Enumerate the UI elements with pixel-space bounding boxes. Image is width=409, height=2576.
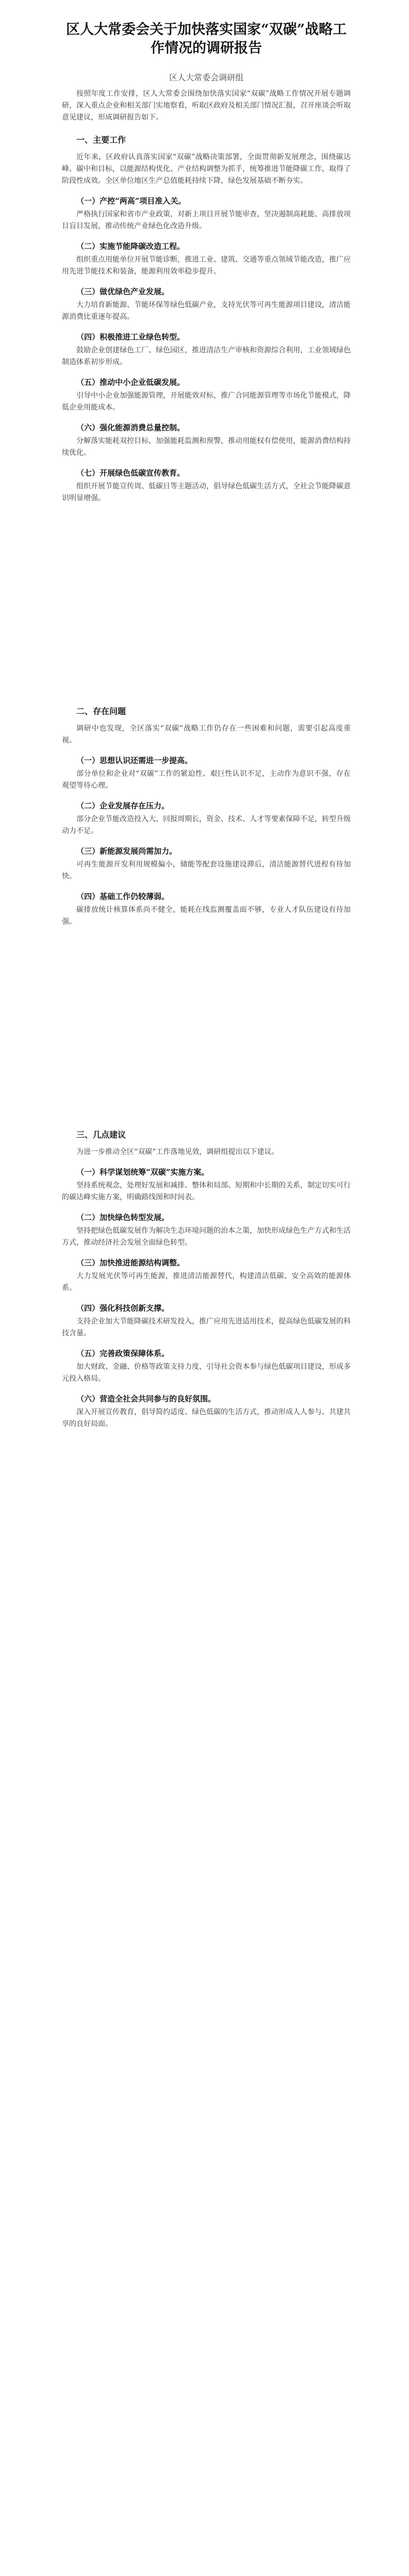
subsection-title: （二）实施节能降碳改造工程。 [76,242,185,251]
subsection-text: 坚持把绿色低碳发展作为解决生态环境问题的治本之策，加快形成绿色生产方式和生活方式，推动经济社会发展全面绿色转型。 [62,1227,351,1247]
subsection-title: （一）思想认识还需进一步提高。 [76,756,193,765]
subsection-title: （六）强化能源消费总量控制。 [76,423,185,432]
section-heading: 一、主要工作 [76,135,126,145]
subsection-text: 组织开展节能宣传周、低碳日等主题活动，倡导绿色低碳生活方式，全社会节能降碳意识明显增强。 [62,482,351,502]
section-paragraph: 近年来，区政府认真落实国家“双碳”战略决策部署，全面贯彻新发展理念，围绕碳达峰、碳中和目标，以能源结构优化、产业结构调整为抓手，统筹推进节能降碳工作，取得了阶段性成效。全区单位地区生产总值能耗持续下降，绿色发展基础不断夯实。 [62,153,351,185]
document-title: 区人大常委会关于加快落实国家“双碳”战略工作情况的调研报告 [66,22,347,56]
sections [62,132,351,1430]
author-org: 区人大常委会调研组 [169,73,243,82]
subsection-text: 引导中小企业加强能源管理，开展能效对标，推广合同能源管理等市场化节能模式，降低企业用能成本。 [62,392,351,412]
section-heading: 二、存在问题 [76,706,126,716]
section-paragraph: 调研中也发现，全区落实“双碳”战略工作仍存在一些困难和问题，需要引起高度重视。 [62,724,351,744]
subsection-text: 深入开展宣传教育，倡导简约适度、绿色低碳的生活方式，推动形成人人参与、共建共享的良好局面。 [62,1408,351,1428]
subsection-title: （一）产控“两高”项目准入关。 [76,196,186,206]
subsection-text: 支持企业加大节能降碳技术研发投入，推广应用先进适用技术，提高绿色低碳发展的科技含量。 [62,1317,351,1337]
subsection-text: 部分单位和企业对“双碳”工作的紧迫性、艰巨性认识不足，主动作为意识不强，存在观望等待心理。 [62,770,351,790]
subsection-text: 组织重点用能单位开展节能诊断，推进工业、建筑、交通等重点领域节能改造，推广应用先进节能技术和装备，能源利用效率稳步提升。 [62,256,351,276]
document-body [62,21,351,1435]
intro-paragraph: 按照年度工作安排，区人大常委会围绕加快落实国家“双碳”战略工作情况开展专题调研，深入重点企业和相关部门实地察看，听取区政府及相关部门情况汇报，召开座谈会听取意见建议，形成调研报告如下。 [62,90,351,122]
section-spacer [62,510,351,695]
section-spacer [62,933,351,1118]
subsection-title: （六）营造全社会共同参与的良好氛围。 [76,1394,216,1403]
subsection-title: （四）基础工作仍较薄弱。 [76,892,170,901]
subsection-title: （五）推动中小企业低碳发展。 [76,378,185,387]
subsection-text: 分解落实能耗双控目标，加强能耗监测和预警，推动用能权有偿使用，能源消费结构持续优化。 [62,437,351,457]
subsection-text: 可再生能源开发利用规模偏小，储能等配套设施建设滞后，清洁能源替代进程有待加快。 [62,860,351,880]
subsection-text: 大力培育新能源、节能环保等绿色低碳产业，支持光伏等可再生能源项目建设，清洁能源消费比重逐年提高。 [62,301,351,321]
subsection-title: （一）科学谋划统筹“双碳”实施方案。 [76,1167,209,1177]
subsection-text: 严格执行国家和省市产业政策，对新上项目开展节能审查，坚决遏制高耗能、高排放项目盲目发展，推动传统产业绿色化改造升级。 [62,210,351,230]
subsection-text: 加大财政、金融、价格等政策支持力度，引导社会资本参与绿色低碳项目建设，形成多元投入格局。 [62,1363,351,1383]
subsection-title: （三）新能源发展尚需加力。 [76,846,177,856]
subsection-title: （四）积极推进工业绿色转型。 [76,332,185,342]
subsection-text: 鼓励企业创建绿色工厂、绿色园区，推进清洁生产审核和资源综合利用，工业领域绿色制造体系初步形成。 [62,346,351,366]
subsection-text: 大力发展光伏等可再生能源，推进清洁能源替代，构建清洁低碳、安全高效的能源体系。 [62,1272,351,1292]
section-heading: 三、几点建议 [76,1130,126,1140]
subsection-title: （三）做优绿色产业发展。 [76,287,170,296]
subsection-title: （二）企业发展存在压力。 [76,801,170,810]
subsection-title: （四）强化科技创新支撑。 [76,1303,170,1313]
subsection-text: 坚持系统观念，处理好发展和减排、整体和局部、短期和中长期的关系，制定切实可行的碳达峰实施方案，明确路线图和时间表。 [62,1181,351,1201]
subsection-title: （三）加快推进能源结构调整。 [76,1258,185,1267]
section-paragraph: 为进一步推动全区“双碳”工作落地见效，调研组提出以下建议。 [76,1148,279,1156]
subsection-title: （二）加快绿色转型发展。 [76,1213,170,1222]
subsection-text: 碳排放统计核算体系尚不健全，能耗在线监测覆盖面不够，专业人才队伍建设有待加强。 [62,906,351,926]
subsection-text: 部分企业节能改造投入大、回报周期长，资金、技术、人才等要素保障不足，转型升级动力不足。 [62,815,351,835]
subsection-title: （七）开展绿色低碳宣传教育。 [76,468,185,478]
subsection-title: （五）完善政策保障体系。 [76,1349,170,1358]
